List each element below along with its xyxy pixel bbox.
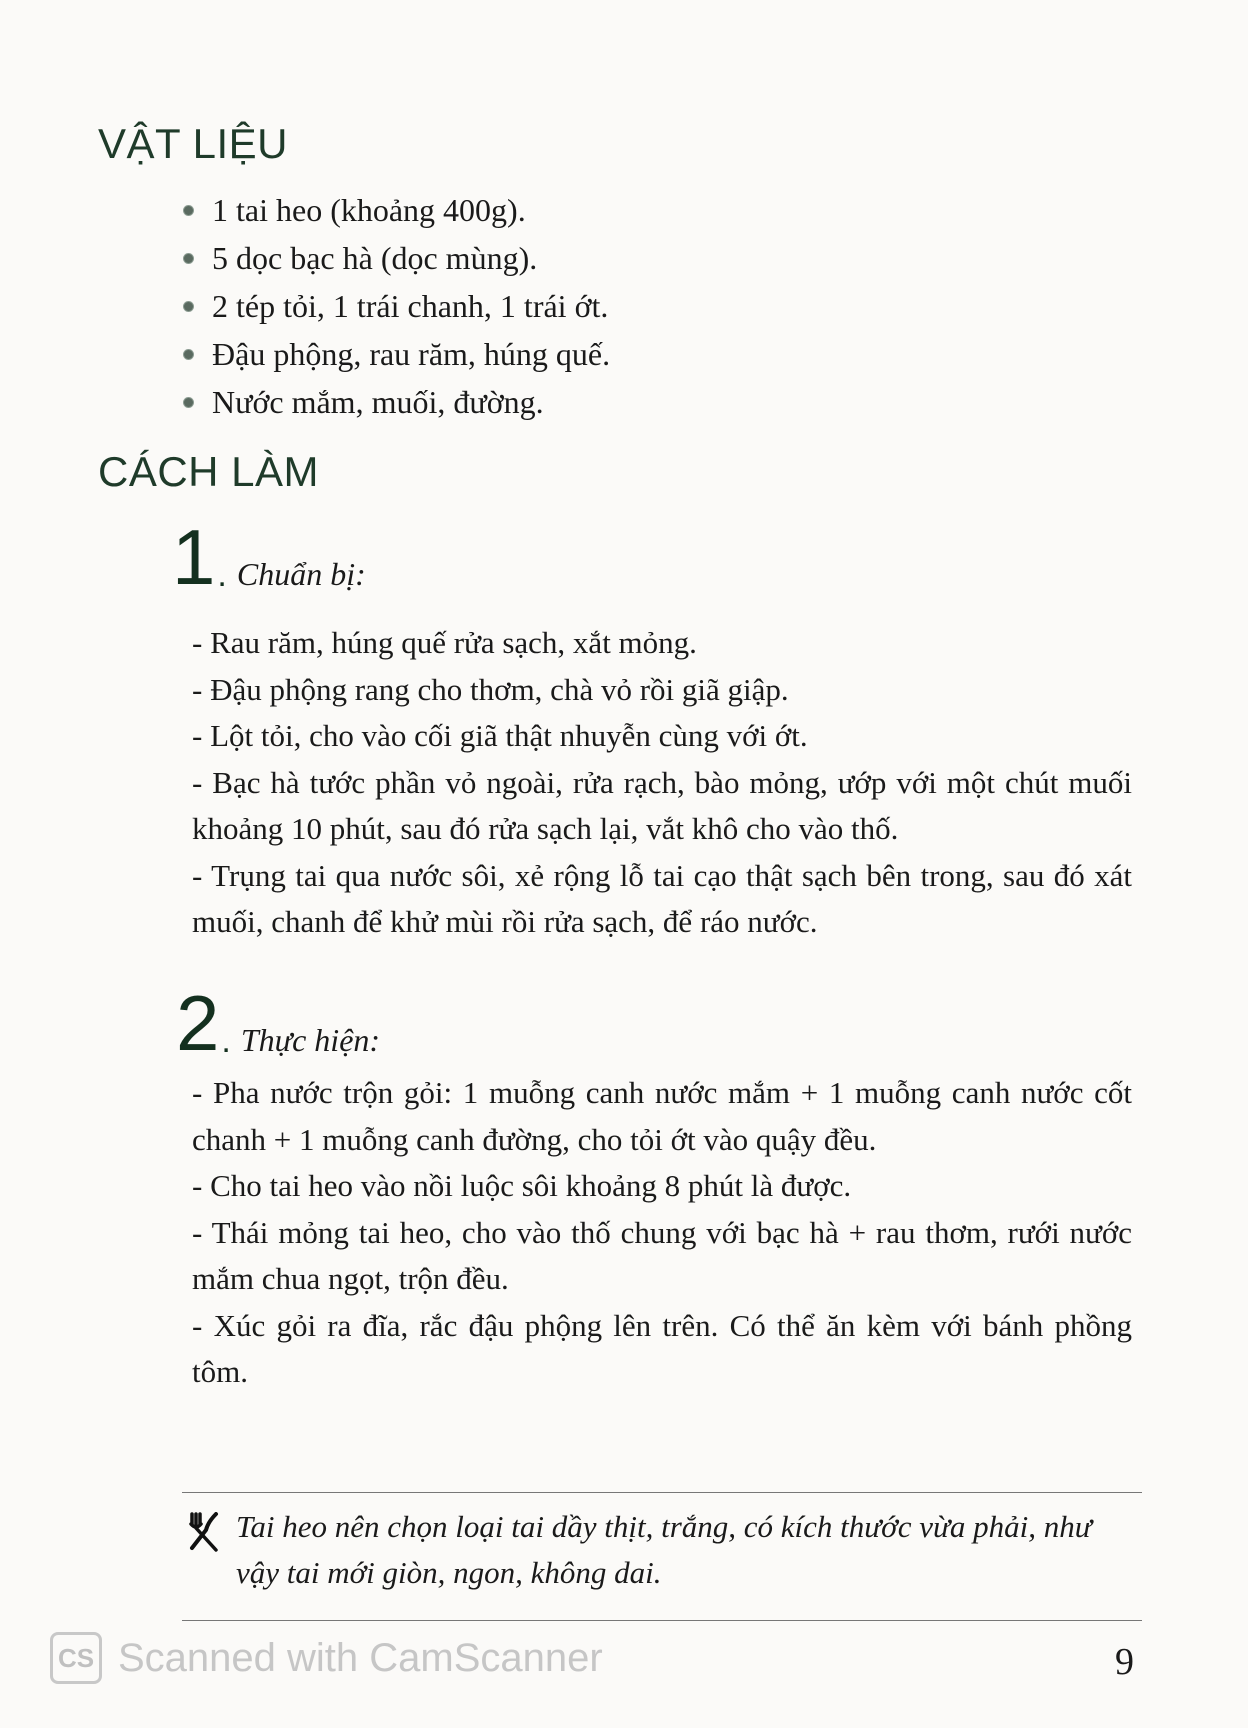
bullet-icon [184,302,193,311]
step-2-body [192,1070,1132,1396]
step-number-dot: . [217,556,227,594]
ingredient-text: 2 tép tỏi, 1 trái chanh, 1 trái ớt. [212,288,609,324]
bullet-icon [184,254,193,263]
step-title: Chuẩn bị: [236,556,366,592]
method-heading: CÁCH LÀM [98,448,320,495]
step-line: - Xúc gỏi ra đĩa, rắc đậu phộng lên trên. Có thể ăn kèm với bánh phồng tôm. [192,1307,1132,1389]
step-number-dot: . [221,1022,231,1060]
list-item [180,330,610,378]
camscanner-logo-icon: CS [50,1632,102,1684]
step-number: 1 [172,513,216,601]
ingredient-text: Đậu phộng, rau răm, húng quế. [212,336,611,372]
step-line: - Lột tỏi, cho vào cối giã thật nhuyễn cùng với ớt. [192,718,808,753]
camscanner-watermark [50,1632,603,1684]
bullet-icon [184,398,193,407]
ingredients-list [180,186,610,426]
list-item [180,282,610,330]
step-line: - Cho tai heo vào nồi luộc sôi khoảng 8 phút là được. [192,1168,852,1203]
list-item [180,378,610,426]
step-line: - Đậu phộng rang cho thơm, chà vỏ rồi giã giập. [192,671,789,707]
tip-divider-bottom [182,1620,1142,1621]
page-number: 9 [1115,1641,1134,1683]
bullet-icon [184,350,193,359]
step-line: - Pha nước trộn gỏi: 1 muỗng canh nước mắm + 1 muỗng canh nước cốt chanh + 1 muỗng canh đường, cho tỏi ớt vào quậy đều. [192,1075,1132,1157]
step-number: 2 [176,979,220,1067]
bullet-icon [184,206,193,215]
ingredients-heading: VẬT LIỆU [98,120,288,167]
step-line: - Trụng tai qua nước sôi, xẻ rộng lỗ tai cạo thật sạch bên trong, sau đó xát muối, chanh để khử mùi rồi rửa sạch, để ráo nước. [192,857,1132,939]
step-line: - Bạc hà tước phần vỏ ngoài, rửa rạch, bào mỏng, ướp với một chút muối khoảng 10 phút, sau đó rửa sạch lại, vắt khô cho vào thố. [192,764,1132,846]
step-line: - Thái mỏng tai heo, cho vào thố chung với bạc hà + rau thơm, rưới nước mắm chua ngọt, trộn đều. [192,1214,1132,1296]
step-2-header [176,979,381,1067]
tip-divider-top [182,1492,1142,1493]
ingredient-text: 5 dọc bạc hà (dọc mùng). [212,240,538,276]
step-title: Thực hiện: [240,1022,381,1058]
step-1-body [192,620,1132,946]
step-line: - Rau răm, húng quế rửa sạch, xắt mỏng. [192,625,697,660]
list-item [180,234,610,282]
ingredient-text: 1 tai heo (khoảng 400g). [212,192,526,228]
watermark-text: Scanned with CamScanner [118,1635,603,1680]
list-item [180,186,610,234]
ingredient-text: Nước mắm, muối, đường. [212,384,544,420]
tip-text: Tai heo nên chọn loại tai dầy thịt, trắng, có kích thước vừa phải, như vậy tai mới giòn, ngon, không dai. [236,1509,1092,1590]
fork-knife-icon [186,1512,222,1552]
tip-box [186,1500,1142,1596]
step-1-header [172,513,366,601]
